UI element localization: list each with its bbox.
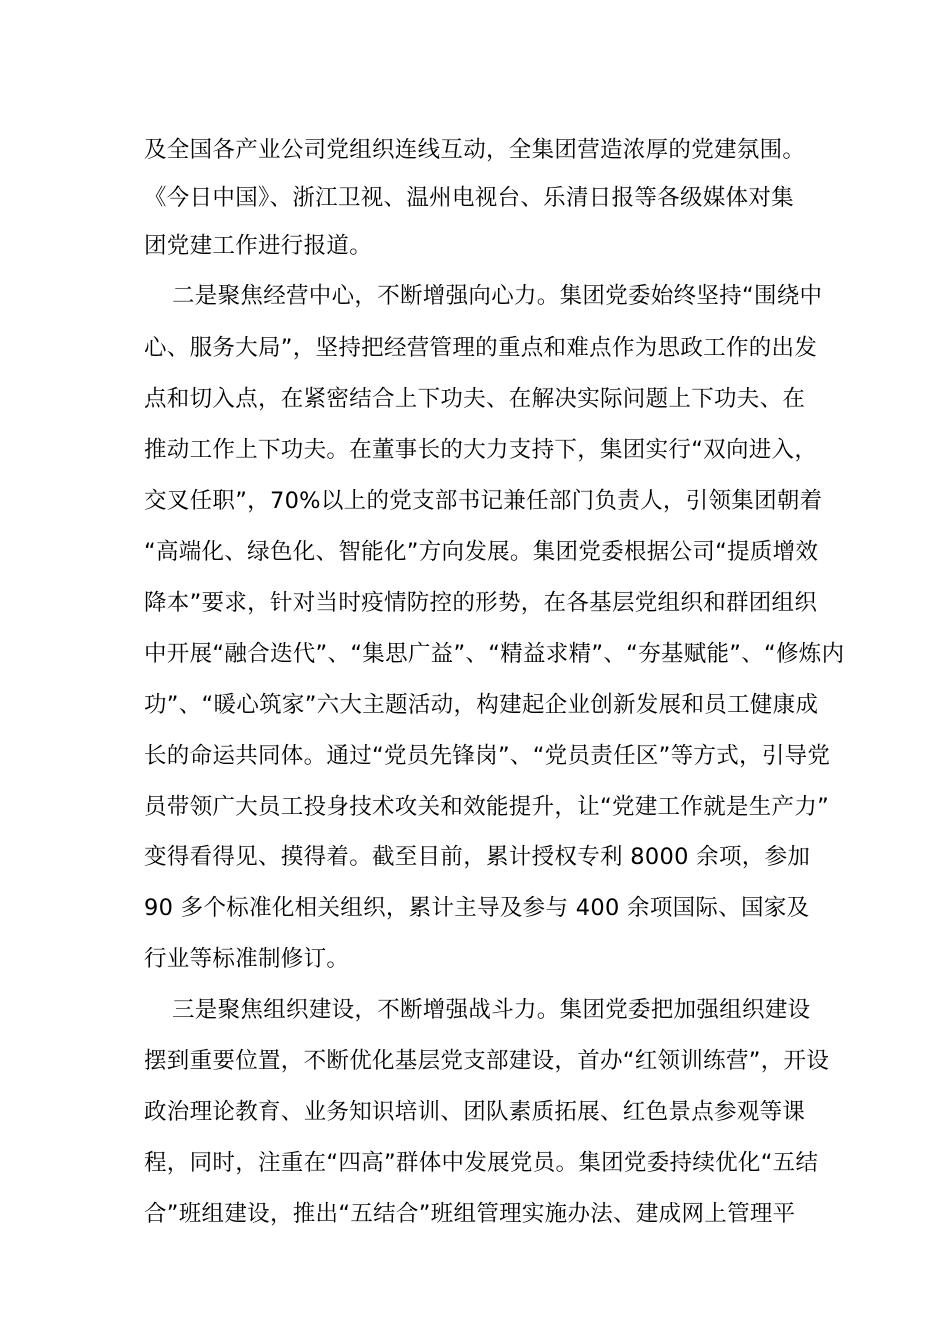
text-line: 政治理论教育、业务知识培训、团队素质拓展、红色景点参观等课 [144,1099,806,1125]
text-line: 长的命运共同体。通过“党员先锋岗”、“党员责任区”等方式，引导党 [144,743,831,769]
text-line: 中开展“融合迭代”、“集思广益”、“精益求精”、“夯基赋能”、“修炼内 [144,641,845,667]
text-line: 心、服务大局”，坚持把经营管理的重点和难点作为思政工作的出发 [144,335,818,361]
paragraph-heading-line: 二是聚焦经营中心，不断增强向心力。集团党委始终坚持“围绕中 [172,283,823,309]
text-line: 摆到重要位置，不断优化基层党支部建设，首办“红领训练营”，开设 [144,1048,830,1074]
paragraph-heading-line: 三是聚焦组织建设，不断增强战斗力。集团党委把加强组织建设 [172,997,811,1023]
text-line: 变得看得见、摸得着。截至目前，累计授权专利 8000 余项，参加 [144,844,811,870]
text-line: 及全国各产业公司党组织连线互动，全集团营造浓厚的党建氛围。 [144,137,806,163]
text-line: 点和切入点，在紧密结合上下功夫、在解决实际问题上下功夫、在 [144,386,806,412]
text-line: 员带领广大员工投身技术攻关和效能提升，让“党建工作就是生产力” [144,794,830,820]
text-line: 推动工作上下功夫。在董事长的大力支持下，集团实行“双向进入， [144,437,818,463]
text-line: 降本”要求，针对当时疫情防控的形势，在各基层党组织和群团组织 [144,590,818,616]
text-line: 程，同时，注重在“四高”群体中发展党员。集团党委持续优化“五结 [144,1150,819,1176]
text-line: 团党建工作进行报道。 [144,233,373,259]
text-line: 功”、“暖心筑家”六大主题活动，构建起企业创新发展和员工健康成 [144,692,819,718]
text-line: “高端化、绿色化、智能化”方向发展。集团党委根据公司“提质增效 [144,539,819,565]
text-line: 《今日中国》、浙江卫视、温州电视台、乐清日报等各级媒体对集 [144,185,794,211]
text-line: 90 多个标准化相关组织，累计主导及参与 400 余项国际、国家及 [144,895,810,921]
text-line: 行业等标准制修订。 [144,946,350,972]
text-line: 合”班组建设，推出“五结合”班组管理实施办法、建成网上管理平 [144,1201,796,1227]
text-line: 交叉任职”，70%以上的党支部书记兼任部门负责人，引领集团朝着 [144,488,823,514]
